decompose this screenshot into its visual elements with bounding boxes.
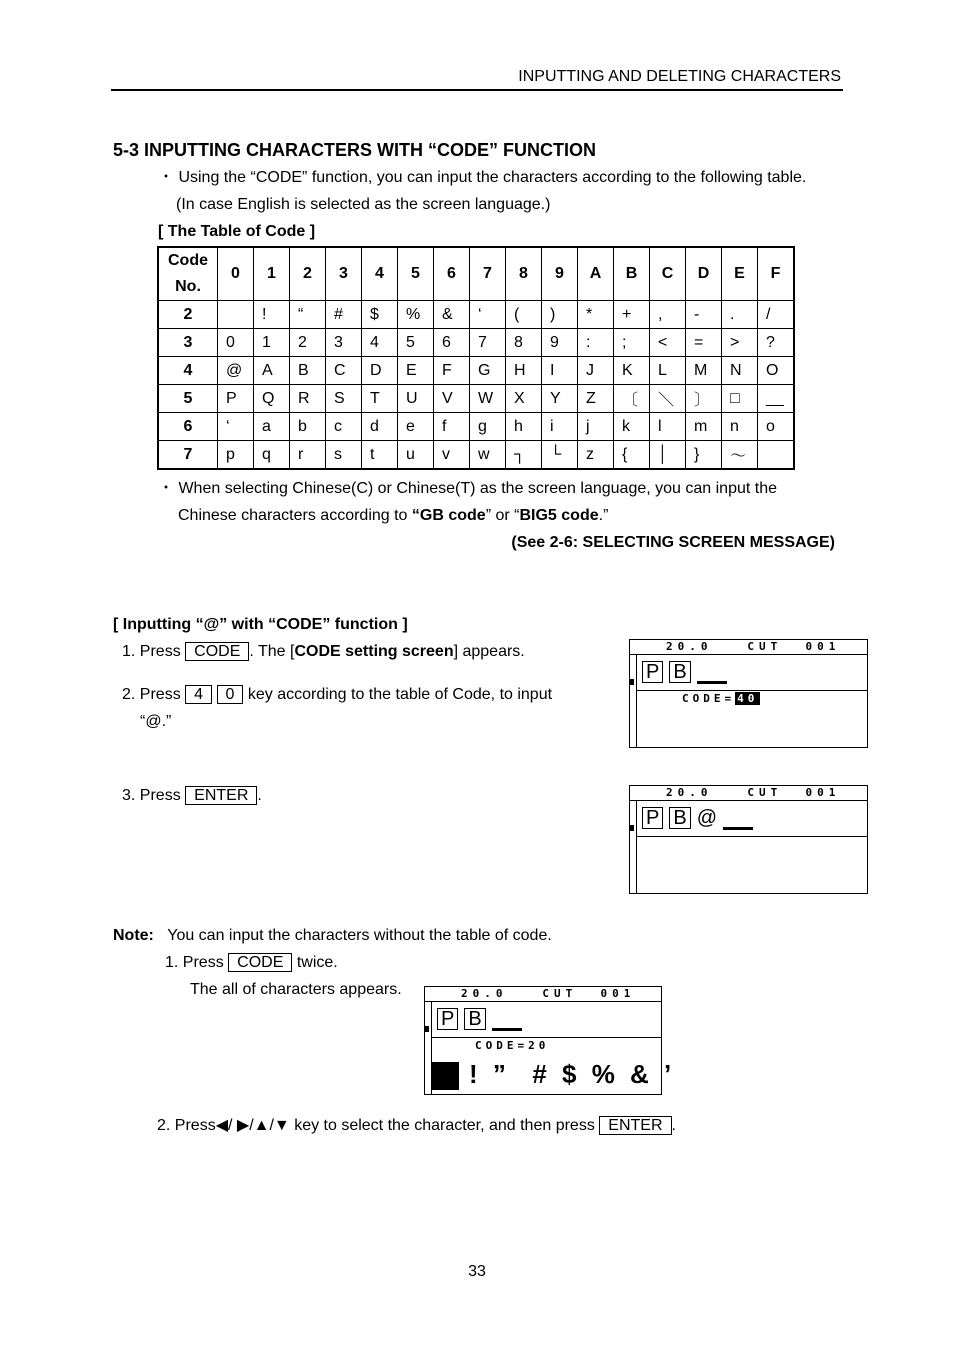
code-cell: ; (614, 329, 650, 357)
code-cell: Y (542, 385, 578, 413)
code-cell: ) (542, 301, 578, 329)
note-step-1-line-2: The all of characters appears. (190, 981, 402, 998)
code-row (158, 413, 794, 441)
code-cell: ! (254, 301, 290, 329)
bullet-line-1: ・ Using the “CODE” function, you can input the characters according to the following table. (158, 169, 807, 186)
code-cell: = (686, 329, 722, 357)
code-no-header: Code No. (158, 247, 218, 301)
code-cell: w (470, 441, 506, 470)
code-cell: E (398, 357, 434, 385)
row-code: 5 (158, 385, 218, 413)
header-rule (111, 89, 843, 91)
code-cell: ＼ (650, 385, 686, 413)
code-cell: * (578, 301, 614, 329)
bullet-line-2: (In case English is selected as the screen language.) (176, 196, 551, 213)
code-cell: z (578, 441, 614, 470)
lcd-code-field: CODE=20 (475, 1039, 550, 1052)
code-cell: u (398, 441, 434, 470)
code-cell: ┐ (506, 441, 542, 470)
code-cell: O (758, 357, 795, 385)
column-header: D (686, 247, 722, 301)
code-key: CODE (228, 953, 292, 972)
column-header: 5 (398, 247, 434, 301)
code-cell: M (686, 357, 722, 385)
row-code: 3 (158, 329, 218, 357)
code-cell: 〕 (686, 385, 722, 413)
code-cell: + (614, 301, 650, 329)
code-cell: C (326, 357, 362, 385)
column-header: 8 (506, 247, 542, 301)
code-cell: i (542, 413, 578, 441)
code-cell: __ (758, 385, 795, 413)
lcd-screen-after-enter (629, 785, 868, 894)
code-cell: j (578, 413, 614, 441)
lcd-screen-all-characters (424, 986, 676, 1095)
lcd-input-line: P B (437, 1008, 522, 1031)
code-cell: 8 (506, 329, 542, 357)
note: Note: You can input the characters without the table of code. (113, 927, 552, 944)
procedure-step-3: 3. Press ENTER . (122, 787, 262, 804)
column-header: 3 (326, 247, 362, 301)
code-cell: r (290, 441, 326, 470)
code-cell: o (758, 413, 795, 441)
code-row (158, 385, 794, 413)
code-cell: n (722, 413, 758, 441)
code-cell: F (434, 357, 470, 385)
code-cell: c (326, 413, 362, 441)
lcd-status-bar: 20.0 CUT 001 (425, 987, 661, 1002)
procedure-step-2-line-2: “@.” (140, 713, 172, 730)
code-cell: b (290, 413, 326, 441)
code-cell: ‘ (470, 301, 506, 329)
code-cell: 5 (398, 329, 434, 357)
column-header: 9 (542, 247, 578, 301)
code-cell: } (686, 441, 722, 470)
code-table (157, 246, 795, 470)
column-header: 6 (434, 247, 470, 301)
code-cell: g (470, 413, 506, 441)
code-cell: { (614, 441, 650, 470)
code-cell: │ (650, 441, 686, 470)
code-cell: 1 (254, 329, 290, 357)
code-cell: 6 (434, 329, 470, 357)
code-cell: ( (506, 301, 542, 329)
column-header: 1 (254, 247, 290, 301)
code-cell: A (254, 357, 290, 385)
lcd-selection-block (431, 1062, 459, 1090)
code-cell: & (434, 301, 470, 329)
code-cell: t (362, 441, 398, 470)
code-cell: Q (254, 385, 290, 413)
code-cell: 2 (290, 329, 326, 357)
row-code: 7 (158, 441, 218, 470)
code-cell (758, 441, 795, 470)
code-cell: P (218, 385, 254, 413)
code-cell: 7 (470, 329, 506, 357)
code-cell: Z (578, 385, 614, 413)
code-row (158, 301, 794, 329)
row-code: 4 (158, 357, 218, 385)
code-cell: N (722, 357, 758, 385)
code-cell: L (650, 357, 686, 385)
code-cell: D (362, 357, 398, 385)
code-cell: , (650, 301, 686, 329)
code-cell: X (506, 385, 542, 413)
code-cell: f (434, 413, 470, 441)
code-cell: : (578, 329, 614, 357)
key-0: 0 (217, 685, 244, 704)
column-header: 0 (218, 247, 254, 301)
code-cell: d (362, 413, 398, 441)
code-cell: # (326, 301, 362, 329)
code-row (158, 357, 794, 385)
code-cell: 〔 (614, 385, 650, 413)
code-row (158, 441, 794, 470)
page-number: 33 (468, 1263, 486, 1280)
code-cell: < (650, 329, 686, 357)
code-cell: 3 (326, 329, 362, 357)
code-cell: I (542, 357, 578, 385)
lcd-input-line: P B (642, 661, 727, 684)
column-header: B (614, 247, 650, 301)
code-cell: V (434, 385, 470, 413)
code-cell: q (254, 441, 290, 470)
lcd-code-field: CODE= 40 (682, 692, 759, 705)
procedure-step-2: 2. Press 4 0 key according to the table of Code, to input (122, 686, 553, 703)
key-4: 4 (185, 685, 212, 704)
code-cell: R (290, 385, 326, 413)
table-title: [ The Table of Code ] (158, 223, 316, 240)
procedure-title: [ Inputting “@” with “CODE” function ] (113, 616, 408, 633)
code-cell: T (362, 385, 398, 413)
code-cell: - (686, 301, 722, 329)
column-header: 4 (362, 247, 398, 301)
code-cell (218, 301, 254, 329)
code-cell: └ (542, 441, 578, 470)
lcd-character-list: ! ” # $ % & ’ (431, 1059, 675, 1090)
code-cell: > (722, 329, 758, 357)
row-code: 6 (158, 413, 218, 441)
code-cell: s (326, 441, 362, 470)
column-header: C (650, 247, 686, 301)
code-key: CODE (185, 642, 249, 661)
code-cell: e (398, 413, 434, 441)
lcd-input-line: P B @ (642, 807, 753, 830)
note-step-1: 1. Press CODE twice. (165, 954, 338, 971)
code-cell: 0 (218, 329, 254, 357)
code-cell: 9 (542, 329, 578, 357)
code-cell: “ (290, 301, 326, 329)
code-cell: B (290, 357, 326, 385)
code-cell: k (614, 413, 650, 441)
column-header: A (578, 247, 614, 301)
column-header: 2 (290, 247, 326, 301)
note-step-2: 2. Press◀/ ▶/▲/▼ key to select the character, and then press ENTER . (157, 1117, 676, 1134)
chinese-note-line-1: ・ When selecting Chinese(C) or Chinese(T) as the screen language, you can input the (158, 480, 777, 497)
row-code: 2 (158, 301, 218, 329)
lcd-screen-code-setting (629, 639, 868, 748)
code-cell: 4 (362, 329, 398, 357)
column-header: 7 (470, 247, 506, 301)
lcd-status-bar: 20.0 CUT 001 (630, 640, 867, 655)
chinese-note-line-2: Chinese characters according to “GB code” or “BIG5 code.” (178, 507, 609, 524)
code-cell: v (434, 441, 470, 470)
lcd-status-bar: 20.0 CUT 001 (630, 786, 867, 801)
column-header: E (722, 247, 758, 301)
running-header: INPUTTING AND DELETING CHARACTERS (518, 68, 841, 85)
code-cell: m (686, 413, 722, 441)
code-cell: G (470, 357, 506, 385)
code-cell: a (254, 413, 290, 441)
code-cell: % (398, 301, 434, 329)
code-cell: ? (758, 329, 795, 357)
arrow-keys-icon: ◀/ ▶/▲/▼ (215, 1117, 290, 1134)
code-cell: S (326, 385, 362, 413)
enter-key: ENTER (185, 786, 257, 805)
code-cell: h (506, 413, 542, 441)
code-cell: U (398, 385, 434, 413)
see-reference: (See 2-6: SELECTING SCREEN MESSAGE) (511, 534, 835, 551)
code-cell: / (758, 301, 795, 329)
code-row (158, 329, 794, 357)
procedure-step-1: 1. Press CODE . The [CODE setting screen] appears. (122, 643, 525, 660)
code-cell: ～ (722, 441, 758, 470)
code-cell: @ (218, 357, 254, 385)
code-cell: H (506, 357, 542, 385)
code-cell: W (470, 385, 506, 413)
section-title: 5-3 INPUTTING CHARACTERS WITH “CODE” FUNCTION (113, 140, 596, 160)
code-cell: J (578, 357, 614, 385)
enter-key: ENTER (599, 1116, 671, 1135)
code-cell: l (650, 413, 686, 441)
code-cell: □ (722, 385, 758, 413)
code-cell: ‘ (218, 413, 254, 441)
code-table-header (158, 247, 794, 301)
column-header: F (758, 247, 795, 301)
code-cell: . (722, 301, 758, 329)
code-cell: p (218, 441, 254, 470)
code-cell: $ (362, 301, 398, 329)
code-cell: K (614, 357, 650, 385)
